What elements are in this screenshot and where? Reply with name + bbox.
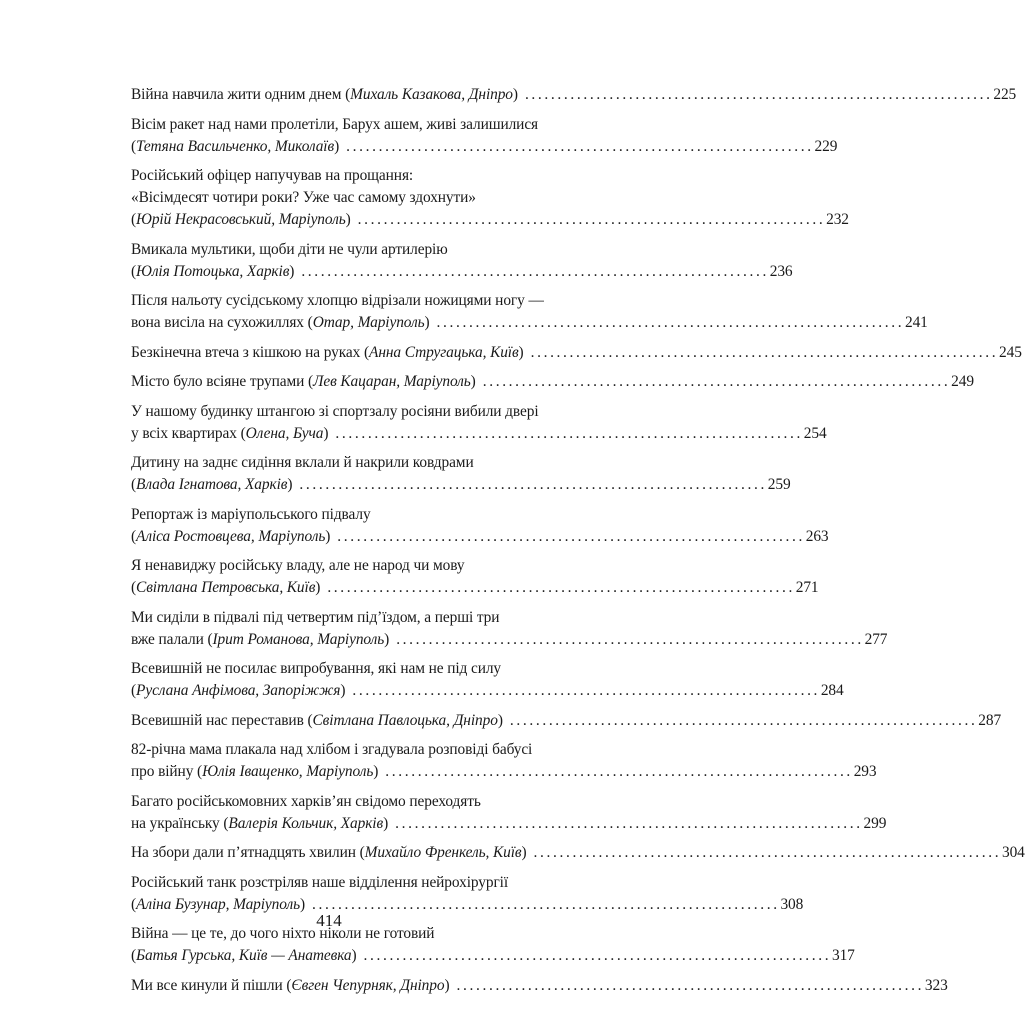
- entry-page-number: 232: [826, 211, 849, 228]
- toc-entry-line: [131, 261, 793, 283]
- entry-page-number: 277: [864, 630, 888, 648]
- toc-entry-line: [131, 187, 594, 209]
- toc-entry: [131, 842, 1025, 864]
- entry-title: (: [131, 527, 137, 545]
- dot-leader: [524, 342, 999, 364]
- entry-author: Лев Кацаран, Маріуполь: [313, 373, 471, 390]
- toc-entry: [131, 872, 804, 916]
- toc-entry: [131, 555, 819, 599]
- entry-author: Анна Стругацька, Київ: [369, 343, 519, 361]
- entry-text: [131, 290, 544, 312]
- entry-page-number: 317: [831, 947, 855, 964]
- toc-entry-line: [131, 312, 928, 334]
- entry-author: Євген Чепурняк, Дніпро: [291, 976, 445, 994]
- entry-author: Валерія Кольчик, Харків: [228, 814, 384, 832]
- entry-title-end: ): [345, 211, 351, 228]
- entry-title: Вмикала мультики, щоби діти не чули артилерію: [131, 240, 448, 258]
- toc-entry: [131, 658, 844, 702]
- toc-entry: [131, 239, 793, 283]
- toc-entry-line: [131, 629, 888, 651]
- dot-leader: [339, 136, 814, 158]
- entry-author: Михайло Френкель, Київ: [364, 844, 522, 861]
- entry-author: Аліна Бузунар, Маріуполь: [136, 895, 300, 913]
- dot-leader: [351, 209, 826, 231]
- entry-text: [131, 504, 371, 526]
- entry-title: У нашому будинку штангою зі спортзалу росіяни вибили двері: [131, 402, 539, 420]
- entry-author: Світлана Павлоцька, Дніпро: [312, 711, 498, 729]
- entry-title-end: ): [323, 424, 329, 442]
- dot-leader: [320, 577, 795, 599]
- toc-entry-line: [131, 710, 1002, 732]
- entry-page-number: 245: [999, 343, 1022, 361]
- toc-entry-line: [131, 423, 827, 445]
- entry-title: Дитину на заднє сидіння вклали й накрили ковдрами: [131, 454, 474, 471]
- entry-title-end: ): [340, 682, 346, 699]
- entry-title: (: [131, 137, 137, 155]
- entry-title: Ми сиділи в підвалі під четвертим під’їздом, а перші три: [131, 608, 500, 626]
- table-of-contents: [131, 84, 1025, 1004]
- entry-title: Я ненавиджу російську владу, але не народ чи мову: [131, 557, 465, 574]
- entry-text: [131, 658, 501, 680]
- toc-entry: [131, 975, 948, 997]
- entry-author: Михаль Казакова, Дніпро: [350, 86, 513, 103]
- entry-title: «Вісімдесят чотири роки? Уже час самому здохнути»: [131, 189, 476, 206]
- toc-entry: [131, 401, 827, 445]
- toc-entry-line: [131, 474, 791, 496]
- entry-text: [131, 577, 320, 599]
- entry-title: (: [131, 262, 137, 280]
- toc-entry: [131, 371, 974, 393]
- entry-author: Руслана Анфімова, Запоріжжя: [136, 682, 341, 699]
- entry-title: Вісім ракет над нами пролетіли, Барух ашем, живі залишилися: [131, 115, 539, 133]
- dot-leader: [357, 945, 832, 967]
- entry-author: Юрій Некрасовський, Маріуполь: [136, 211, 346, 228]
- dot-leader: [378, 761, 853, 783]
- toc-entry-line: [131, 975, 948, 997]
- entry-title-end: ): [470, 373, 476, 390]
- toc-entry: [131, 504, 829, 548]
- entry-author: Олена, Буча: [245, 424, 324, 442]
- entry-page-number: 249: [951, 373, 974, 390]
- entry-title: у всіх квартирах (: [131, 424, 246, 442]
- entry-page-number: 284: [820, 682, 844, 699]
- toc-entry-line: [131, 526, 829, 548]
- entry-page-number: 263: [805, 527, 829, 545]
- entry-title: Всевишній нас переставив (: [131, 711, 313, 729]
- entry-title-end: ): [424, 314, 430, 331]
- entry-title: (: [131, 895, 137, 913]
- dot-leader: [292, 474, 767, 496]
- entry-text: [131, 526, 330, 548]
- toc-entry: [131, 607, 888, 651]
- toc-entry-line: [131, 842, 1025, 864]
- entry-title: (: [131, 947, 137, 964]
- entry-text: [131, 761, 378, 783]
- entry-page-number: 229: [814, 137, 838, 155]
- entry-title-end: ): [300, 895, 306, 913]
- entry-text: [131, 187, 476, 209]
- entry-title: на українську (: [131, 814, 229, 832]
- toc-entry-line: [131, 84, 1017, 106]
- entry-text: [131, 607, 499, 629]
- toc-entry: [131, 452, 791, 496]
- entry-page-number: 254: [803, 424, 827, 442]
- entry-title: Після нальоту сусідському хлопцю відрізали ножицями ногу —: [131, 292, 544, 309]
- toc-entry: [131, 84, 1017, 106]
- entry-title: На збори дали п’ятнадцять хвилин (: [131, 844, 365, 861]
- toc-entry-line: [131, 401, 594, 423]
- toc-entry-line: [131, 577, 819, 599]
- entry-title-end: ): [289, 262, 295, 280]
- entry-author: Отар, Маріуполь: [312, 314, 425, 331]
- entry-author: Тетяна Васильченко, Миколаїв: [136, 137, 335, 155]
- entry-page-number: 308: [780, 895, 804, 913]
- entry-text: [131, 209, 351, 231]
- entry-text: [131, 261, 294, 283]
- toc-entry: [131, 739, 877, 783]
- toc-entry: [131, 165, 849, 231]
- dot-leader: [527, 842, 1002, 864]
- entry-page-number: 236: [769, 262, 793, 280]
- entry-text: [131, 555, 465, 577]
- dot-leader: [328, 423, 803, 445]
- entry-text: [131, 872, 508, 894]
- entry-title: Репортаж із маріупольського підвалу: [131, 505, 371, 523]
- toc-entry: [131, 114, 838, 158]
- dot-leader: [518, 84, 993, 106]
- entry-page-number: 259: [767, 476, 791, 493]
- toc-entry-line: [131, 555, 594, 577]
- entry-text: [131, 474, 292, 496]
- entry-title-end: ): [521, 844, 527, 861]
- entry-author: Юлія Іващенко, Маріуполь: [202, 763, 374, 780]
- entry-author: Ірит Романова, Маріуполь: [212, 630, 385, 648]
- dot-leader: [449, 975, 924, 997]
- toc-entry-line: [131, 504, 594, 526]
- entry-title-end: ): [315, 579, 321, 596]
- toc-entry-line: [131, 239, 594, 261]
- entry-text: [131, 680, 345, 702]
- entry-text: [131, 791, 481, 813]
- toc-entry-line: [131, 658, 594, 680]
- dot-leader: [389, 629, 864, 651]
- toc-entry: [131, 710, 1002, 732]
- entry-title-end: ): [497, 711, 503, 729]
- entry-title-end: ): [325, 527, 331, 545]
- entry-title: (: [131, 476, 137, 493]
- toc-entry: [131, 290, 928, 334]
- entry-title-end: ): [518, 343, 524, 361]
- entry-text: [131, 401, 539, 423]
- entry-title: Війна навчила жити одним днем (: [131, 86, 351, 103]
- entry-title-end: ): [351, 947, 357, 964]
- toc-entry-line: [131, 452, 594, 474]
- entry-title: (: [131, 682, 137, 699]
- toc-entry-line: [131, 607, 594, 629]
- dot-leader: [388, 813, 863, 835]
- entry-title: про війну (: [131, 763, 203, 780]
- entry-text: [131, 739, 532, 761]
- entry-title: Війна — це те, до чого ніхто ніколи не готовий: [131, 925, 435, 942]
- toc-entry-line: [131, 680, 844, 702]
- dot-leader: [430, 312, 905, 334]
- toc-entry-line: [131, 290, 594, 312]
- entry-title: (: [131, 211, 137, 228]
- entry-text: [131, 452, 474, 474]
- entry-title: Місто було всіяне трупами (: [131, 373, 314, 390]
- entry-title: Багато російськомовних харків’ян свідомо переходять: [131, 792, 481, 810]
- entry-title-end: ): [287, 476, 293, 493]
- entry-text: [131, 239, 448, 261]
- entry-author: Аліса Ростовцева, Маріуполь: [136, 527, 326, 545]
- dot-leader: [330, 526, 805, 548]
- entry-title-end: ): [383, 814, 389, 832]
- entry-title: вже палали (: [131, 630, 213, 648]
- dot-leader: [345, 680, 820, 702]
- entry-text: [131, 710, 503, 732]
- entry-text: [131, 423, 328, 445]
- entry-title: (: [131, 579, 137, 596]
- entry-title-end: ): [373, 763, 379, 780]
- toc-entry-line: [131, 342, 1022, 364]
- toc-entry-line: [131, 761, 877, 783]
- entry-page-number: 304: [1001, 844, 1025, 861]
- toc-entry-line: [131, 813, 887, 835]
- dot-leader: [476, 371, 951, 393]
- entry-author: Юлія Потоцька, Харків: [136, 262, 290, 280]
- entry-text: [131, 371, 476, 393]
- entry-text: [131, 136, 339, 158]
- entry-page-number: 299: [863, 814, 887, 832]
- toc-entry-line: [131, 114, 594, 136]
- toc-entry-line: [131, 371, 974, 393]
- entry-page-number: 241: [904, 314, 928, 331]
- entry-text: [131, 945, 357, 967]
- entry-page-number: 271: [795, 579, 819, 596]
- entry-title-end: ): [334, 137, 340, 155]
- entry-page-number: 225: [993, 86, 1017, 103]
- entry-author: Влада Ігнатова, Харків: [136, 476, 288, 493]
- entry-text: [131, 629, 389, 651]
- entry-text: [131, 114, 538, 136]
- entry-title: 82-річна мама плакала над хлібом і згадувала розповіді бабусі: [131, 741, 533, 758]
- toc-entry-line: [131, 136, 838, 158]
- toc-entry-line: [131, 739, 594, 761]
- dot-leader: [294, 261, 769, 283]
- toc-entry: [131, 342, 1022, 364]
- toc-entry-line: [131, 165, 594, 187]
- entry-text: [131, 84, 518, 106]
- toc-entry: [131, 791, 887, 835]
- entry-title: Ми все кинули й пішли (: [131, 976, 292, 994]
- dot-leader: [503, 710, 978, 732]
- entry-page-number: 323: [924, 976, 948, 994]
- entry-page-number: 293: [853, 763, 877, 780]
- entry-text: [131, 842, 527, 864]
- entry-title: Російський танк розстріляв наше відділення нейрохірургії: [131, 873, 509, 891]
- toc-entry-line: [131, 945, 855, 967]
- toc-entry-line: [131, 209, 849, 231]
- entry-text: [131, 312, 430, 334]
- entry-title: вона висіла на сухожиллях (: [131, 314, 313, 331]
- entry-author: Світлана Петровська, Київ: [136, 579, 316, 596]
- toc-entry-line: [131, 791, 594, 813]
- page-number: 414: [316, 911, 342, 930]
- entry-text: [131, 342, 524, 364]
- entry-title-end: ): [384, 630, 390, 648]
- entry-title: Безкінечна втеча з кішкою на руках (: [131, 343, 370, 361]
- entry-author: Батья Гурська, Київ — Анатевка: [136, 947, 352, 964]
- entry-title: Всевишній не посилає випробування, які нам не під силу: [131, 660, 502, 677]
- entry-text: [131, 813, 388, 835]
- entry-text: [131, 165, 413, 187]
- entry-text: [131, 975, 449, 997]
- entry-title: Російський офіцер напучував на прощання:: [131, 167, 414, 184]
- entry-title-end: ): [444, 976, 450, 994]
- entry-title-end: ): [512, 86, 518, 103]
- toc-entry-line: [131, 872, 594, 894]
- entry-page-number: 287: [978, 711, 1002, 729]
